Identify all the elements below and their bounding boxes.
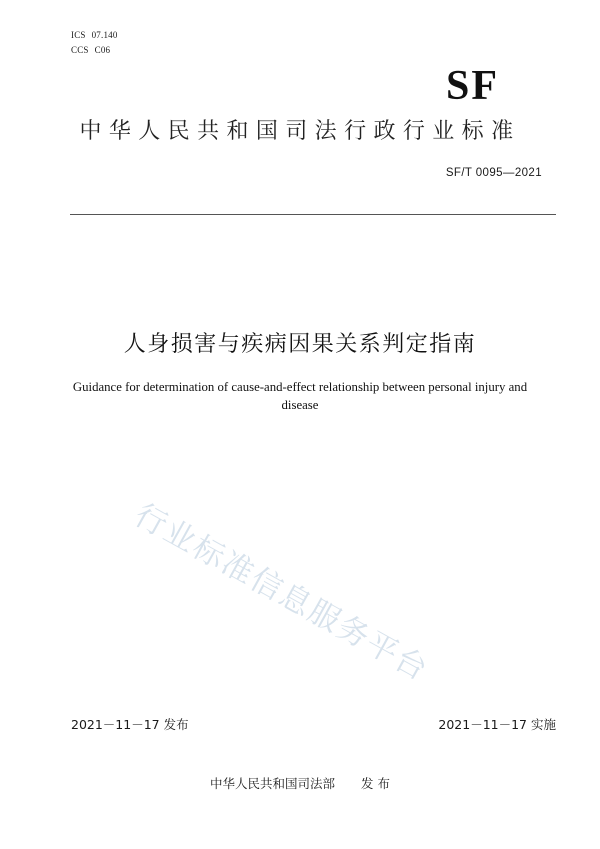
ics-label: ICS (71, 30, 86, 40)
watermark: 行业标准信息服务平台 (128, 496, 435, 689)
document-title-chinese: 人身损害与疾病因果关系判定指南 (123, 332, 477, 357)
issue-date: 2021－11－17 发布 (71, 717, 189, 732)
ics-value: 07.140 (91, 30, 118, 40)
ccs-value: C06 (94, 45, 111, 55)
implementation-date: 2021－11－17 实施 (438, 717, 556, 732)
document-title-english: Guidance for determination of cause-and-effect relationship between personal injury and disease (72, 380, 528, 412)
publisher-name: 中华人民共和国司法部 (210, 776, 336, 791)
header-divider (70, 214, 556, 215)
standard-number: SF/T 0095—2021 (445, 167, 542, 179)
industry-standard-line: 中华人民共和国司法行政行业标准 (79, 119, 521, 144)
ccs-code (71, 45, 110, 55)
ccs-label: CCS (71, 45, 89, 55)
publisher-action: 发 布 (361, 776, 390, 791)
ics-code (71, 30, 118, 40)
publisher (0, 774, 600, 792)
sf-logo: SF (446, 63, 500, 109)
